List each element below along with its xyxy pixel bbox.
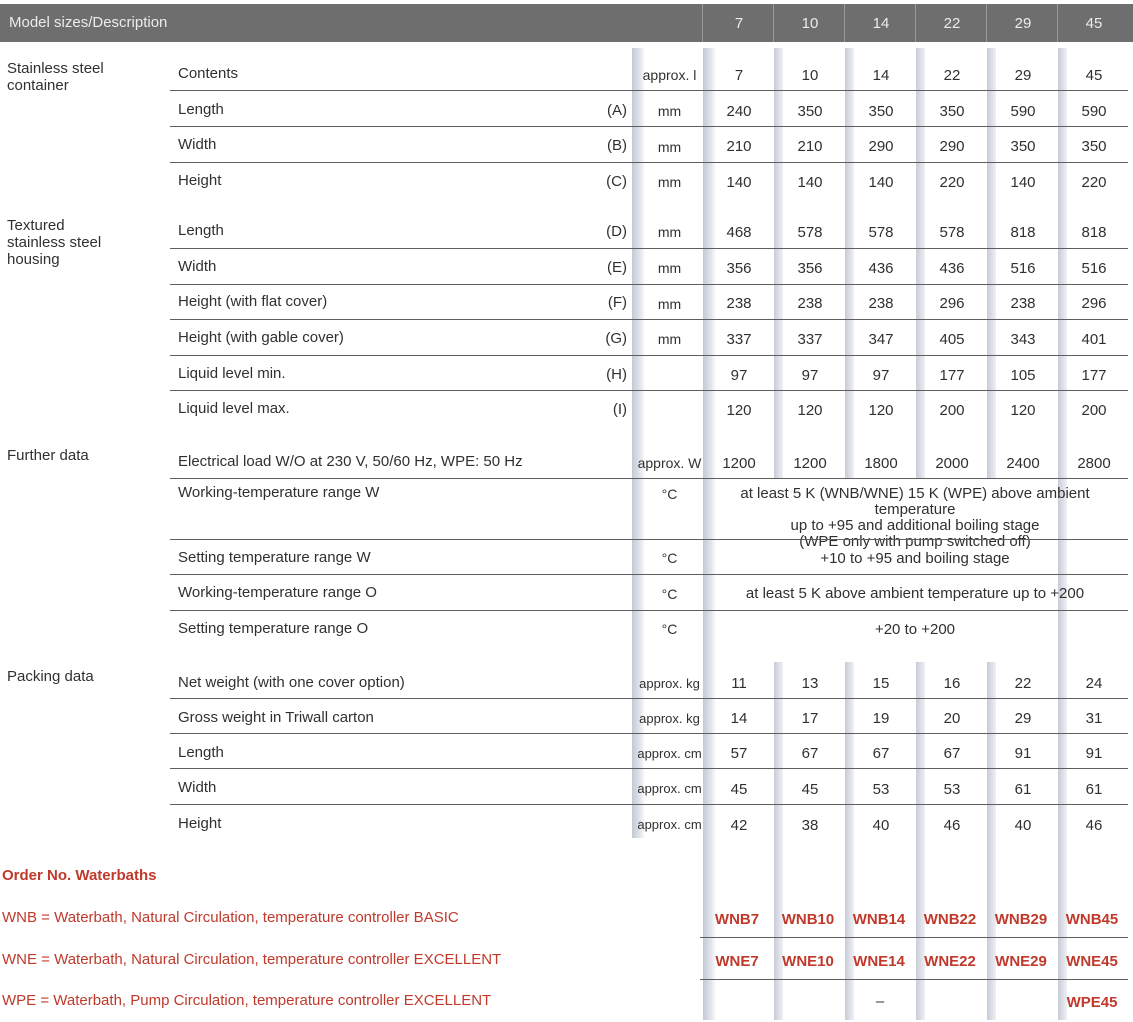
unit-label: approx. W xyxy=(637,455,702,471)
value-cell: 140 xyxy=(726,174,752,191)
row-label: Length xyxy=(178,744,224,761)
group-label-packing: Packing data xyxy=(7,668,94,685)
row-divider xyxy=(170,284,1128,285)
row-divider xyxy=(170,478,1128,479)
row-divider xyxy=(170,610,1128,611)
value-cell: 42 xyxy=(730,817,748,834)
value-cell: 468 xyxy=(726,224,752,241)
value-cell: 578 xyxy=(868,224,894,241)
unit-label: mm xyxy=(657,139,682,155)
value-cell: 91 xyxy=(1014,745,1032,762)
value-cell: 40 xyxy=(1014,817,1032,834)
value-cell: 46 xyxy=(1085,817,1103,834)
row-label: Width xyxy=(178,136,217,153)
value-cell: 405 xyxy=(939,331,965,348)
row-label: Liquid level min. xyxy=(178,365,286,382)
row-label: Working-temperature range O xyxy=(178,584,377,601)
value-cell: 97 xyxy=(872,367,890,384)
row-divider xyxy=(170,768,1128,769)
value-cell: 67 xyxy=(801,745,819,762)
value-cell: 1200 xyxy=(793,455,827,472)
row-label: Width xyxy=(178,779,217,796)
value-cell: 14 xyxy=(730,710,748,727)
order-code: WNE14 xyxy=(853,953,905,970)
unit-label: approx. cm xyxy=(637,781,702,796)
value-cell: 818 xyxy=(1081,224,1107,241)
value-cell: 350 xyxy=(1010,138,1036,155)
value-cell: 200 xyxy=(1081,402,1107,419)
value-cell: 24 xyxy=(1085,675,1103,692)
row-label: Gross weight in Triwall carton xyxy=(178,709,374,726)
group-label-housing: Textured stainless steel housing xyxy=(7,217,102,268)
header-title: Model sizes/Description xyxy=(9,14,168,31)
value-cell: 590 xyxy=(1010,103,1036,120)
unit-label: °C xyxy=(661,586,678,602)
row-divider xyxy=(700,937,1128,938)
value-cell: 120 xyxy=(1010,402,1036,419)
unit-label: mm xyxy=(657,174,682,190)
order-code: WNE22 xyxy=(924,953,976,970)
header-divider xyxy=(702,4,703,42)
order-code: WNE45 xyxy=(1066,953,1118,970)
spanning-value-line: at least 5 K (WNB/WNE) 15 K (WPE) above ambient temperature xyxy=(740,485,1090,518)
value-cell: 14 xyxy=(872,67,890,84)
value-cell: 120 xyxy=(797,402,823,419)
value-cell: 350 xyxy=(939,103,965,120)
row-label: Height xyxy=(178,815,222,832)
not-available-dash: – xyxy=(875,993,885,1010)
value-cell: 7 xyxy=(734,67,744,84)
value-cell: 46 xyxy=(943,817,961,834)
row-divider xyxy=(170,355,1128,356)
unit-label: °C xyxy=(661,486,678,502)
order-code: WPE45 xyxy=(1066,994,1118,1011)
value-cell: 238 xyxy=(1010,295,1036,312)
value-cell: 140 xyxy=(797,174,823,191)
row-label: Electrical load W/O at 230 V, 50/60 Hz, WPE: 50 Hz xyxy=(178,453,523,470)
row-divider xyxy=(170,90,1128,91)
order-code: WNB10 xyxy=(781,911,835,928)
order-code: WNE10 xyxy=(782,953,834,970)
value-cell: 97 xyxy=(730,367,748,384)
value-cell: 45 xyxy=(1085,67,1103,84)
spanning-value: +20 to +200 xyxy=(874,621,956,638)
group-label-further: Further data xyxy=(7,447,89,464)
row-divider xyxy=(170,539,1128,540)
value-cell: 19 xyxy=(872,710,890,727)
row-label: Length xyxy=(178,222,224,239)
value-cell: 13 xyxy=(801,675,819,692)
value-cell: 17 xyxy=(801,710,819,727)
value-cell: 350 xyxy=(797,103,823,120)
table-header xyxy=(0,4,1133,42)
value-cell: 238 xyxy=(726,295,752,312)
value-cell: 210 xyxy=(797,138,823,155)
unit-label: mm xyxy=(657,296,682,312)
model-header: 10 xyxy=(801,15,819,32)
row-label: Liquid level max. xyxy=(178,400,290,417)
value-cell: 91 xyxy=(1085,745,1103,762)
value-cell: 818 xyxy=(1010,224,1036,241)
value-cell: 347 xyxy=(868,331,894,348)
value-cell: 57 xyxy=(730,745,748,762)
row-label: Setting temperature range O xyxy=(178,620,369,637)
order-line-wnb: WNB = Waterbath, Natural Circulation, temperature controller BASIC xyxy=(2,909,459,926)
value-cell: 53 xyxy=(872,781,890,798)
unit-label: °C xyxy=(661,621,678,637)
row-label: Height xyxy=(178,172,222,189)
order-title: Order No. Waterbaths xyxy=(2,867,157,884)
value-cell: 140 xyxy=(868,174,894,191)
row-label: Setting temperature range W xyxy=(178,549,371,566)
spanning-value: +10 to +95 and boiling stage xyxy=(820,550,1010,567)
row-divider xyxy=(170,698,1128,699)
value-cell: 120 xyxy=(868,402,894,419)
value-cell: 296 xyxy=(1081,295,1107,312)
value-cell: 2400 xyxy=(1006,455,1040,472)
spanning-value xyxy=(710,486,1120,550)
value-cell: 10 xyxy=(801,67,819,84)
row-divider xyxy=(170,162,1128,163)
spanning-value: at least 5 K above ambient temperature up to +200 xyxy=(745,585,1085,602)
model-header: 29 xyxy=(1014,15,1032,32)
order-code: WNB7 xyxy=(714,911,760,928)
value-cell: 436 xyxy=(939,260,965,277)
dimension-letter: (C) xyxy=(606,173,627,190)
order-code: WNB29 xyxy=(994,911,1048,928)
value-cell: 177 xyxy=(939,367,965,384)
dimension-letter: (D) xyxy=(606,223,627,240)
dimension-letter: (G) xyxy=(605,330,627,347)
value-cell: 105 xyxy=(1010,367,1036,384)
value-cell: 61 xyxy=(1085,781,1103,798)
value-cell: 40 xyxy=(872,817,890,834)
value-cell: 220 xyxy=(1081,174,1107,191)
value-cell: 16 xyxy=(943,675,961,692)
dimension-letter: (F) xyxy=(607,294,627,311)
order-code: WNB45 xyxy=(1065,911,1119,928)
unit-label: mm xyxy=(657,260,682,276)
order-code: WNB14 xyxy=(852,911,906,928)
model-header: 7 xyxy=(734,15,744,32)
row-label: Net weight (with one cover option) xyxy=(178,674,405,691)
unit-label: approx. cm xyxy=(637,746,702,761)
value-cell: 45 xyxy=(730,781,748,798)
value-cell: 337 xyxy=(726,331,752,348)
value-cell: 53 xyxy=(943,781,961,798)
value-cell: 67 xyxy=(943,745,961,762)
unit-label: approx. cm xyxy=(637,817,702,832)
dimension-letter: (B) xyxy=(607,137,627,154)
value-cell: 240 xyxy=(726,103,752,120)
value-cell: 97 xyxy=(801,367,819,384)
order-code: WNB22 xyxy=(923,911,977,928)
order-code: WNE7 xyxy=(715,953,759,970)
value-cell: 11 xyxy=(731,675,747,692)
value-cell: 67 xyxy=(872,745,890,762)
unit-label: mm xyxy=(657,103,682,119)
value-cell: 401 xyxy=(1081,331,1107,348)
value-cell: 436 xyxy=(868,260,894,277)
value-cell: 220 xyxy=(939,174,965,191)
value-cell: 290 xyxy=(868,138,894,155)
value-cell: 2800 xyxy=(1077,455,1111,472)
unit-label: approx. kg xyxy=(639,711,700,726)
value-cell: 1200 xyxy=(722,455,756,472)
value-cell: 210 xyxy=(726,138,752,155)
value-cell: 238 xyxy=(868,295,894,312)
model-header: 22 xyxy=(943,15,961,32)
value-cell: 200 xyxy=(939,402,965,419)
value-cell: 296 xyxy=(939,295,965,312)
unit-label: approx. kg xyxy=(639,676,700,691)
value-cell: 31 xyxy=(1085,710,1103,727)
row-divider xyxy=(170,126,1128,127)
value-cell: 29 xyxy=(1014,67,1032,84)
unit-label: approx. l xyxy=(642,67,697,83)
value-cell: 38 xyxy=(801,817,819,834)
row-divider xyxy=(170,319,1128,320)
group-label-container: Stainless steel container xyxy=(7,60,104,94)
row-label: Width xyxy=(178,258,217,275)
spanning-value-line: up to +95 and additional boiling stage xyxy=(790,517,1040,534)
unit-label: °C xyxy=(661,550,678,566)
dimension-letter: (E) xyxy=(607,259,627,276)
row-label: Length xyxy=(178,101,224,118)
row-label: Height (with flat cover) xyxy=(178,293,328,310)
row-divider xyxy=(700,979,1128,980)
value-cell: 356 xyxy=(726,260,752,277)
dimension-letter: (A) xyxy=(607,102,627,119)
value-cell: 350 xyxy=(868,103,894,120)
unit-label: mm xyxy=(657,224,682,240)
spanning-value-line: (WPE only with pump switched off) xyxy=(799,533,1031,550)
model-header: 14 xyxy=(872,15,890,32)
value-cell: 22 xyxy=(1014,675,1032,692)
row-label: Contents xyxy=(178,65,239,82)
value-cell: 516 xyxy=(1010,260,1036,277)
order-line-wne: WNE = Waterbath, Natural Circulation, temperature controller EXCELLENT xyxy=(2,951,502,968)
value-cell: 343 xyxy=(1010,331,1036,348)
value-cell: 61 xyxy=(1014,781,1032,798)
value-cell: 177 xyxy=(1081,367,1107,384)
dimension-letter: (I) xyxy=(612,401,627,418)
value-cell: 22 xyxy=(943,67,961,84)
unit-label: mm xyxy=(657,331,682,347)
value-cell: 45 xyxy=(801,781,819,798)
value-cell: 356 xyxy=(797,260,823,277)
value-cell: 590 xyxy=(1081,103,1107,120)
value-cell: 337 xyxy=(797,331,823,348)
value-cell: 238 xyxy=(797,295,823,312)
order-code: WNE29 xyxy=(995,953,1047,970)
row-divider xyxy=(170,248,1128,249)
value-cell: 29 xyxy=(1014,710,1032,727)
value-cell: 120 xyxy=(726,402,752,419)
value-cell: 20 xyxy=(943,710,961,727)
value-cell: 2000 xyxy=(935,455,969,472)
row-label: Working-temperature range W xyxy=(178,484,380,501)
value-cell: 1800 xyxy=(864,455,898,472)
value-cell: 578 xyxy=(797,224,823,241)
row-divider xyxy=(170,574,1128,575)
value-cell: 140 xyxy=(1010,174,1036,191)
row-label: Height (with gable cover) xyxy=(178,329,344,346)
row-divider xyxy=(170,733,1128,734)
row-divider xyxy=(170,390,1128,391)
dimension-letter: (H) xyxy=(606,366,627,383)
value-cell: 350 xyxy=(1081,138,1107,155)
model-header: 45 xyxy=(1085,15,1103,32)
value-cell: 516 xyxy=(1081,260,1107,277)
value-cell: 290 xyxy=(939,138,965,155)
row-divider xyxy=(170,804,1128,805)
value-cell: 15 xyxy=(872,675,890,692)
order-line-wpe: WPE = Waterbath, Pump Circulation, temperature controller EXCELLENT xyxy=(2,992,492,1009)
value-cell: 578 xyxy=(939,224,965,241)
